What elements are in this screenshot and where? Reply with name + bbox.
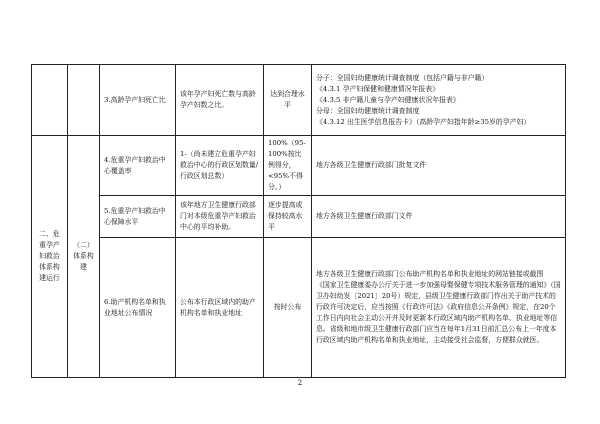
definition-cell: 该年孕产妇死亡数与高龄孕产妇数之比。 bbox=[176, 65, 264, 136]
page-number: 2 bbox=[297, 379, 303, 387]
indicator-table bbox=[31, 64, 566, 378]
target-cell: 达到合理水平 bbox=[264, 65, 312, 136]
definition-cell: 公布本行政区域内的助产机构名单和执业地址 bbox=[176, 238, 264, 378]
source-cell: 地方各级卫生健康行政部门文件 bbox=[312, 196, 566, 238]
source-line: 《4.3.1 孕产妇保健和健康情况年报表》 bbox=[316, 84, 440, 93]
source-cell bbox=[312, 65, 566, 136]
category-cell-empty bbox=[32, 65, 68, 136]
source-line: 《4.3.12 出生医学信息报告卡》（高龄孕产妇指年龄≥35岁的孕产妇） bbox=[316, 117, 531, 126]
table-row bbox=[32, 65, 566, 136]
definition-cell: 该年地方卫生健康行政部门对本级危重孕产妇救治中心的平均补助。 bbox=[176, 196, 264, 238]
subcategory-cell-empty bbox=[68, 65, 100, 136]
target-cell: 按时公布 bbox=[264, 238, 312, 378]
source-paragraph: 《国家卫生健康委办公厅关于进一步加强母婴保健专项技术服务管理的通知》（国卫办妇幼发〔2021〕20号）规定，县级卫生健康行政部门作出关于助产技术的行政许可决定后，应当按照《行政许可法》《政府信息公开条例》规定，在20个工作日内向社会主动公开并及时更新本行政区域内助产机构名单、执业地址等信息。省级和地市级卫生健康行政部门应当在每年1月31日前汇总公布上一年度本行政区域内助产机构名单和执业地址，主动接受社会监督，方便群众就医。 bbox=[316, 281, 561, 344]
definition-cell: 1-（尚未建立危重孕产妇救治中心的行政区划数量/行政区划总数） bbox=[176, 136, 264, 196]
source-line: 《4.3.5 非户籍儿童与孕产妇健康状况年报表》 bbox=[316, 95, 460, 104]
table-row bbox=[32, 196, 566, 238]
table-row bbox=[32, 238, 566, 378]
indicator-cell: 4.危重孕产妇救治中心覆盖率 bbox=[100, 136, 176, 196]
source-paragraph: 地方各级卫生健康行政部门公布助产机构名单和执业地址的网站链接或截图 bbox=[316, 270, 544, 278]
subcategory-cell: （二）体系构建 bbox=[68, 136, 100, 378]
source-line: 分母：全国妇幼健康统计调查制度 bbox=[316, 106, 420, 115]
indicator-cell: 6.助产机构名单和执业地址公布情况 bbox=[100, 238, 176, 378]
source-cell: 地方各级卫生健康行政部门批复文件 bbox=[312, 136, 566, 196]
target-cell: 100%（95-100%按比例得分，<95%不得分。） bbox=[264, 136, 312, 196]
category-cell: 二、危重孕产妇救治体系构建运行 bbox=[32, 136, 68, 378]
source-line: 分子：全国妇幼健康统计调查制度（包括户籍与非户籍） bbox=[316, 73, 489, 82]
target-cell: 逐步提高或保持较高水平 bbox=[264, 196, 312, 238]
indicator-cell: 3.高龄孕产妇死亡比 bbox=[100, 65, 176, 136]
indicator-cell: 5.危重孕产妇救治中心保障水平 bbox=[100, 196, 176, 238]
table-row bbox=[32, 136, 566, 196]
source-cell bbox=[312, 238, 566, 378]
